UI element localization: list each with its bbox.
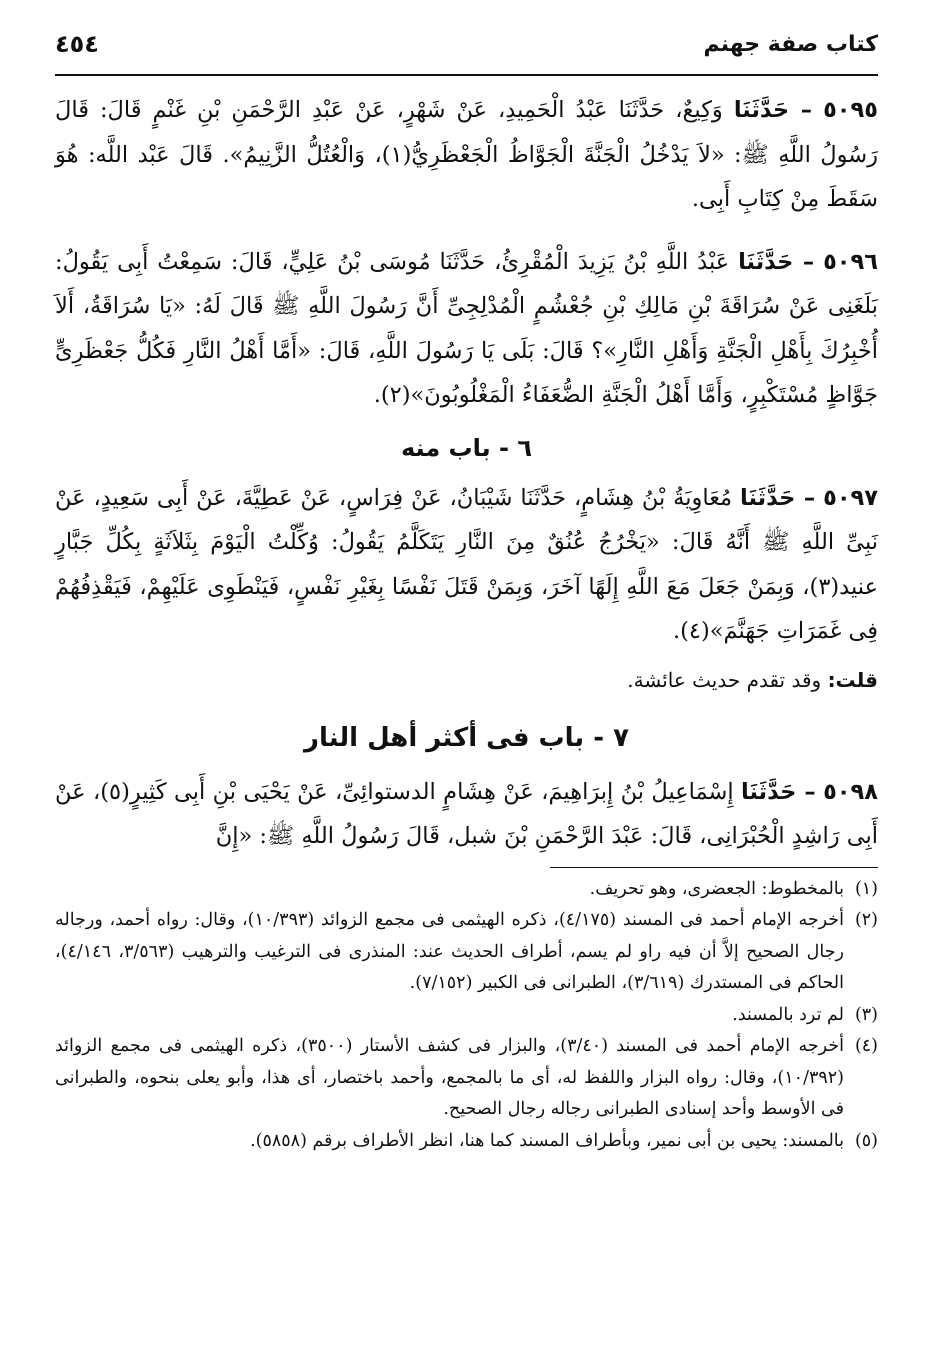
hadith-number: ٥٠٩٨	[823, 778, 878, 805]
footnote-text: أخرجه الإمام أحمد فى المسند (٣/٤٠)، والبزار فى كشف الأستار (٣٥٠٠)، ذكره الهيثمى فى مجمع الزوائد (١٠/٣٩٢)، وقال: رواه البزار واللفظ له، أى ما بالمجمع، وأحمد باختصار، أى هذا، وأبو يعلى بنحوه، والطبرانى فى الأوسط وأحد إسنادى الطبرانى رجاله رجال الصحيح.	[55, 1036, 844, 1119]
hadith-number: ٥٠٩٦	[823, 248, 879, 275]
chapter-heading: ٦ - باب منه	[400, 433, 533, 462]
hadith-lead: حَدَّثَنَا	[738, 248, 794, 275]
note-label: قلت:	[827, 667, 878, 692]
page-number: ٤٥٤	[55, 30, 99, 58]
footnotes	[55, 874, 878, 1158]
footnote-mark: (٤)	[854, 1036, 878, 1056]
chapter-heading: ٧ - باب فى أكثر أهل النار	[304, 722, 629, 753]
footnote-text: بالمسند: يحيى بن أبى نمير، وبأطراف المسند كما هنا، انظر الأطراف برقم (٥٨٥٨).	[250, 1130, 844, 1151]
book-page	[55, 28, 878, 1338]
footnote	[55, 905, 878, 1000]
footnote	[55, 1126, 878, 1158]
hadith-text: مُعَاوِيَةُ بْنُ هِشَامٍ، حَدَّثَنَا شَيْبَانُ، عَنْ فِرَاسٍ، عَنْ عَطِيَّةَ، عَنْ أَبِى سَعِيدٍ، عَنْ نَبِىِّ اللَّهِ ﷺ أَنَّهُ قَالَ: «يَخْرُجُ عُنُقٌ مِنَ النَّارِ يَتَكَلَّمُ يَقُولُ: وُكِّلْتُ الْيَوْمَ بِثَلاَثَةٍ بِكُلِّ جَبَّارٍ عنيد(٣)، وَبِمَنْ جَعَلَ مَعَ اللَّهِ إِلَهًا آخَرَ، وَبِمَنْ قَتَلَ نَفْسًا بِغَيْرِ نَفْسٍ، فَيَنْطَوِى عَلَيْهِمْ، فَيَقْذِفُهُمْ فِى غَمَرَاتِ جَهَنَّمَ»(٤).	[55, 484, 878, 644]
running-header	[55, 28, 878, 76]
hadith-number: ٥٠٩٧	[823, 484, 879, 511]
note-text: وقد تقدم حديث عائشة.	[627, 667, 822, 692]
footnote	[55, 874, 878, 906]
hadith-5097: ٥٠٩٧ – حَدَّثَنَا مُعَاوِيَةُ بْنُ هِشَامٍ، حَدَّثَنَا شَيْبَانُ، عَنْ فِرَاسٍ، عَنْ عَطِيَّةَ، عَنْ أَبِى سَعِيدٍ، عَنْ نَبِىِّ اللَّهِ ﷺ أَنَّهُ قَالَ: «يَخْرُجُ عُنُقٌ مِنَ النَّارِ يَتَكَلَّمُ يَقُولُ: وُكِّلْتُ الْيَوْمَ بِثَلاَثَةٍ بِكُلِّ جَبَّارٍ عنيد(٣)، وَبِمَنْ جَعَلَ مَعَ اللَّهِ إِلَهًا آخَرَ، وَبِمَنْ قَتَلَ نَفْسًا بِغَيْرِ نَفْسٍ، فَيَنْطَوِى عَلَيْهِمْ، فَيَقْذِفُهُمْ فِى غَمَرَاتِ جَهَنَّمَ»(٤).	[55, 484, 879, 644]
hadith-number: ٥٠٩٥	[823, 97, 878, 123]
hadith-text: عَبْدُ اللَّهِ بْنُ يَزِيدَ الْمُقْرِئُ، حَدَّثَنَا مُوسَى بْنُ عَلِيٍّ، قَالَ: سَمِعْتُ أَبِى يَقُولُ: بَلَغَنِى عَنْ سُرَاقَةَ بْنِ مَالِكِ بْنِ جُعْشُمٍ الْمُدْلِجِىِّ أَنَّ رَسُولَ اللَّهِ ﷺ قَالَ لَهُ: «يَا سُرَاقَةُ، أَلاَ أُخْبِرُكَ بِأَهْلِ الْجَنَّةِ وَأَهْلِ النَّارِ»؟ قَالَ: بَلَى يَا رَسُولَ اللَّهِ، قَالَ: «أَمَّا أَهْلُ النَّارِ فَكُلُّ جَعْظَرِىٍّ جَوَّاظٍ مُسْتَكْبِرٍ، وَأَمَّا أَهْلُ الْجَنَّةِ الضُّعَفَاءُ الْمَغْلُوبُونَ»(٢).	[55, 248, 878, 408]
hadith-lead: حَدَّثَنَا	[733, 97, 790, 123]
footnote-text: بالمخطوط: الجعضرى، وهو تحريف.	[589, 878, 844, 899]
footnote	[55, 1031, 878, 1126]
hadith-text: وَكِيعٌ، حَدَّثَنَا عَبْدُ الْحَمِيدِ، عَنْ شَهْرٍ، عَنْ عَبْدِ الرَّحْمَنِ بْنِ غَنْمٍ قَالَ: قَالَ رَسُولُ اللَّهِ ﷺ: «لاَ يَدْخُلُ الْجَنَّةَ الْجَوَّاظُ الْجَعْظَرِيُّ(١)، وَالْعُتُلُّ الزَّنِيمُ». قَالَ عَبْد اللَّه: هُوَ سَقَطَ مِنْ كِتَابِ أَبِى.	[55, 97, 878, 212]
footnote-mark: (١)	[854, 878, 878, 899]
editor-note	[55, 660, 878, 700]
hadith-lead: حَدَّثَنَا	[741, 778, 797, 805]
footnote	[55, 1000, 878, 1032]
hadith-text: إِسْمَاعِيلُ بْنُ إِبرَاهِيمَ، عَنْ هِشَامٍ الدستوائِىِّ، عَنْ يَحْيَى بْنِ أَبِى كَثِيرٍ(٥)، عَنْ أَبِى رَاشِدٍ الْحُبْرَانِى، قَالَ: عَبْدَ الرَّحْمَنِ بْنَ شبل، قَالَ رَسُولُ اللَّهِ ﷺ: «إِنَّ	[55, 778, 878, 849]
hadith-lead: حَدَّثَنَا	[740, 484, 796, 511]
book-title: كتاب صفة جهنم	[703, 32, 878, 57]
hadith-5095: ٥٠٩٥ – حَدَّثَنَا وَكِيعٌ، حَدَّثَنَا عَبْدُ الْحَمِيدِ، عَنْ شَهْرٍ، عَنْ عَبْدِ الرَّحْمَنِ بْنِ غَنْمٍ قَالَ: قَالَ رَسُولُ اللَّهِ ﷺ: «لاَ يَدْخُلُ الْجَنَّةَ الْجَوَّاظُ الْجَعْظَرِيُّ(١)، وَالْعُتُلُّ الزَّنِيمُ». قَالَ عَبْد اللَّه: هُوَ سَقَطَ مِنْ كِتَابِ أَبِى.	[55, 97, 878, 212]
footnote-text: أخرجه الإمام أحمد فى المسند (٤/١٧٥)، ذكره الهيثمى فى مجمع الزوائد (١٠/٣٩٣)، وقال: رواه أحمد، ورجاله رجال الصحيح إلاَّ أن فيه راو لم يسم، أطراف الحديث عند: المنذرى فى الترغيب والترهيب (٣/٥٦٣، ٤/١٤٦)، الحاكم فى المستدرك (٣/٦١٩)، الطبرانى فى الكبير (٧/١٥٢).	[55, 910, 844, 993]
footnote-mark: (٣)	[854, 1004, 878, 1025]
hadith-5096: ٥٠٩٦ – حَدَّثَنَا عَبْدُ اللَّهِ بْنُ يَزِيدَ الْمُقْرِئُ، حَدَّثَنَا مُوسَى بْنُ عَلِيٍّ، قَالَ: سَمِعْتُ أَبِى يَقُولُ: بَلَغَنِى عَنْ سُرَاقَةَ بْنِ مَالِكِ بْنِ جُعْشُمٍ الْمُدْلِجِىِّ أَنَّ رَسُولَ اللَّهِ ﷺ قَالَ لَهُ: «يَا سُرَاقَةُ، أَلاَ أُخْبِرُكَ بِأَهْلِ الْجَنَّةِ وَأَهْلِ النَّارِ»؟ قَالَ: بَلَى يَا رَسُولَ اللَّهِ، قَالَ: «أَمَّا أَهْلُ النَّارِ فَكُلُّ جَعْظَرِىٍّ جَوَّاظٍ مُسْتَكْبِرٍ، وَأَمَّا أَهْلُ الْجَنَّةِ الضُّعَفَاءُ الْمَغْلُوبُونَ»(٢).	[55, 248, 879, 408]
hadith-5098: ٥٠٩٨ – حَدَّثَنَا إِسْمَاعِيلُ بْنُ إِبرَاهِيمَ، عَنْ هِشَامٍ الدستوائِىِّ، عَنْ يَحْيَى بْنِ أَبِى كَثِيرٍ(٥)، عَنْ أَبِى رَاشِدٍ الْحُبْرَانِى، قَالَ: عَبْدَ الرَّحْمَنِ بْنَ شبل، قَالَ رَسُولُ اللَّهِ ﷺ: «إِنَّ	[55, 778, 878, 849]
footnote-mark: (٥)	[854, 1130, 878, 1151]
footnote-text: لم ترد بالمسند.	[732, 1004, 844, 1025]
footnote-separator	[550, 867, 878, 868]
footnote-mark: (٢)	[854, 910, 878, 930]
